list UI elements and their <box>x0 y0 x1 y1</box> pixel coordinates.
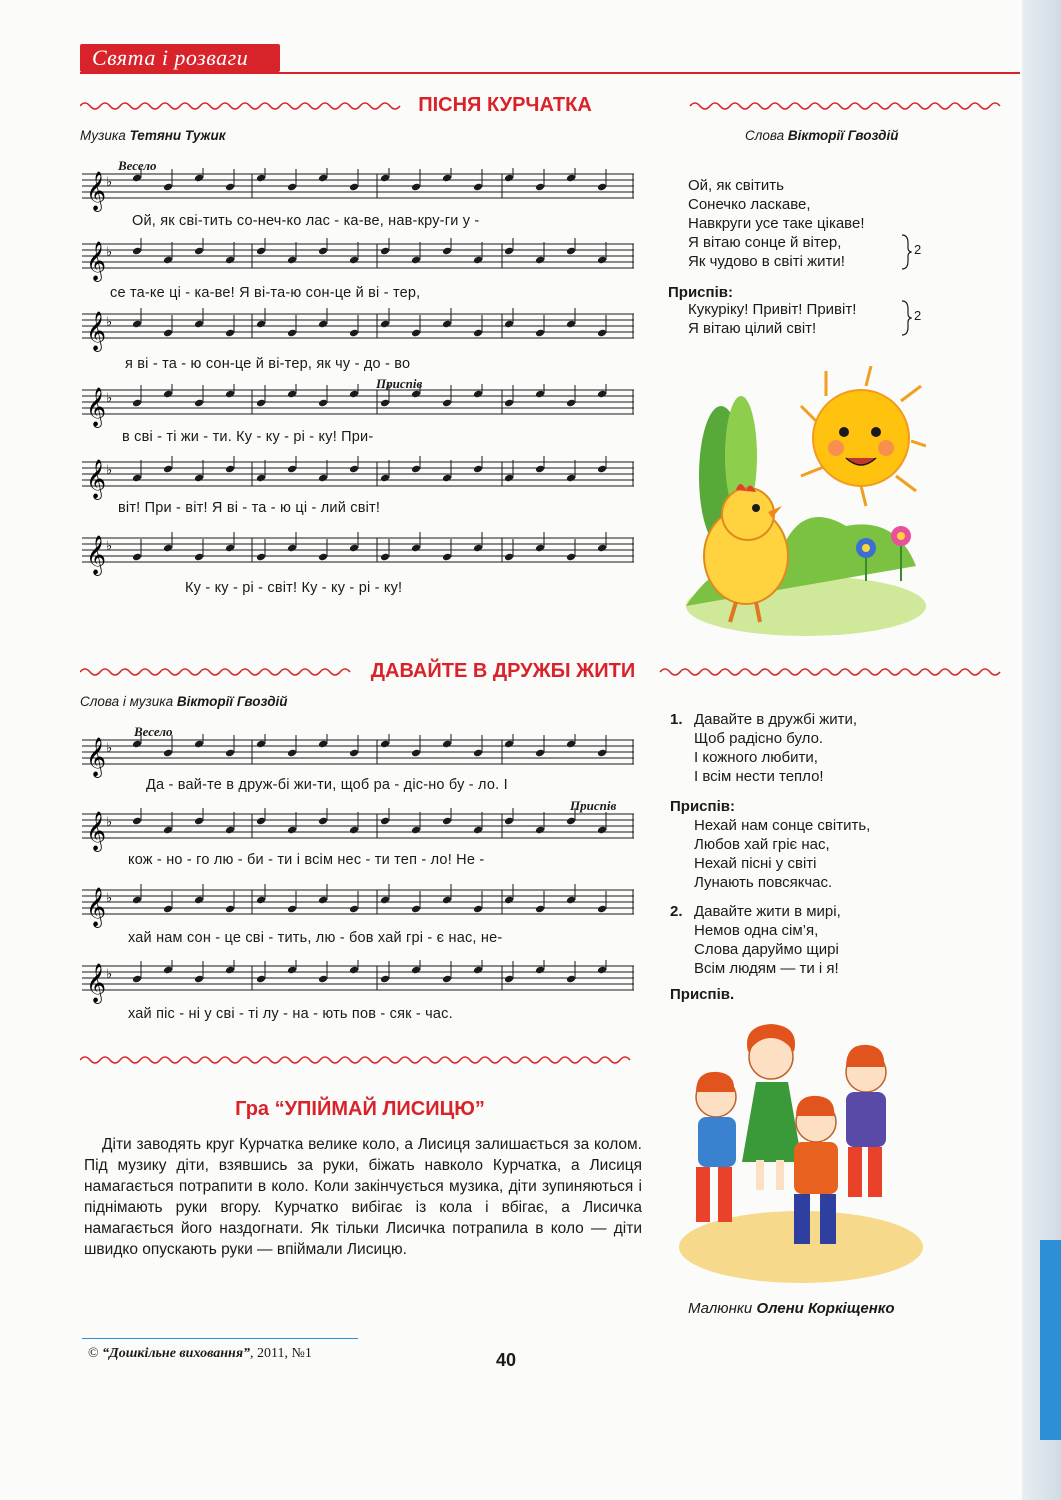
song2-tempo: Весело <box>134 724 173 739</box>
section-divider <box>80 1050 640 1070</box>
music-staff <box>82 884 634 928</box>
flat-sign: ♭ <box>106 966 113 981</box>
flat-sign: ♭ <box>106 814 113 829</box>
flat-sign: ♭ <box>106 538 113 553</box>
song2-refrain-end: Приспів. <box>670 986 735 1003</box>
refrain-line: Лунають повсякчас. <box>694 874 833 891</box>
song1-staff-5 <box>82 456 634 505</box>
credit-prefix: Музика <box>80 128 130 143</box>
treble-clef: 𝄞 <box>86 459 107 499</box>
footer-rule <box>82 1338 358 1339</box>
song1-lyrics-1: Ой, як сві-тить со-неч-ко лас - ка-ве, нав-кру-ги у - <box>132 213 480 229</box>
song2-staff-1 <box>82 734 634 783</box>
refrain-line: Я вітаю цілий світ! <box>688 320 817 337</box>
refrain-line: Любов хай гріє нас, <box>694 836 830 853</box>
game-text: Діти заводять круг Курчатка велике коло, а Лисиця залишається за колом. Під музику діти, взявшись за руки, біжать навколо Курчатка, а Лисиця намагається потрапити в коло. Коли закінчується музика, діти зупиняються і піднімають руки вгору. Курчатко вибігає із кола і вбігає, а Лисичка намагається його наздогнати. Як тільки Лисичка потрапила в коло — діти швидко опускають руки — впіймали Лисицю. <box>84 1136 642 1258</box>
verse-line: Слова даруймо щирі <box>694 941 839 958</box>
song1-lyrics-2: се та-ке ці - ка-ве! Я ві-та-ю сон-це й ві - тер, <box>110 285 421 301</box>
verse-line: І кожного любити, <box>694 749 818 766</box>
credit-author: Олени Коркіщенко <box>756 1300 895 1317</box>
song2-lyrics-4: хай піс - ні у сві - ті лу - на - ють пов - сяк - час. <box>128 1006 453 1022</box>
game-title: Гра “УПІЙМАЙ ЛИСИЦЮ” <box>235 1098 485 1120</box>
boy-left <box>696 1072 736 1222</box>
credit-author: Вікторії Гвоздій <box>176 694 288 709</box>
verse-number: 1. <box>670 711 683 728</box>
flat-sign: ♭ <box>106 390 113 405</box>
children-dancing-illustration <box>676 1012 926 1288</box>
song2-verse-1 <box>694 710 857 786</box>
treble-clef: 𝄞 <box>86 887 107 927</box>
music-staff <box>82 384 634 428</box>
song2-lyrics-1: Да - вай-те в друж-бі жи-ти, щоб ра - діс-но бу - ло. І <box>146 777 508 793</box>
song1-lyrics-6: Ку - ку - рі - світ! Ку - ку - рі - ку! <box>185 580 403 596</box>
credit-prefix: Слова <box>745 128 788 143</box>
song2-staff-4 <box>82 960 634 1009</box>
song1-music-credit <box>80 128 226 143</box>
song2-verse-2 <box>694 902 841 978</box>
verse-line: І всім нести тепло! <box>694 768 824 785</box>
header-rule <box>80 72 1020 74</box>
song1-refrain-label: Приспів: <box>668 284 733 301</box>
refrain-line: Нехай нам сонце світить, <box>694 817 871 834</box>
song1-lyrics-5: віт! При - віт! Я ві - та - ю ці - лий світ! <box>118 500 381 516</box>
treble-clef: 𝄞 <box>86 387 107 427</box>
verse-line: Щоб радісно було. <box>694 730 824 747</box>
boy-right <box>846 1045 886 1197</box>
song1-staff-4 <box>82 384 634 433</box>
verse-line: Немов одна сім’я, <box>694 922 819 939</box>
song1-refrain <box>688 300 856 338</box>
treble-clef: 𝄞 <box>86 963 107 1003</box>
credit-author: Тетяни Тужик <box>129 128 226 143</box>
verse-line: Як чудово в світі жити! <box>688 253 845 270</box>
music-staff <box>82 308 634 352</box>
journal-name: “Дошкільне виховання” <box>102 1346 251 1361</box>
song1-lyrics-4: в сві - ті жи - ти. Ку - ку - рі - ку! При- <box>122 429 374 445</box>
verse-line: Я вітаю сонце й вітер, <box>688 234 842 251</box>
verse-line: Давайте жити в мирі, <box>694 903 841 920</box>
flat-sign: ♭ <box>106 740 113 755</box>
music-staff <box>82 960 634 1004</box>
flat-sign: ♭ <box>106 174 113 189</box>
page-number: 40 <box>496 1350 517 1370</box>
song1-words-credit <box>745 128 899 143</box>
music-staff <box>82 168 634 212</box>
treble-clef: 𝄞 <box>86 535 107 575</box>
wavy-line-right <box>690 103 1000 109</box>
treble-clef: 𝄞 <box>86 811 107 851</box>
verse-number: 2. <box>670 903 683 920</box>
wavy-line-right <box>660 669 1000 675</box>
song2-refrain-label: Приспів: <box>670 798 735 815</box>
song1-verse <box>688 176 865 271</box>
song1-lyrics-3: я ві - та - ю сон-це й ві-тер, як чу - до - во <box>125 356 411 372</box>
song2-lyrics-2: кож - но - го лю - би - ти і всім нес - ти теп - ло! Не - <box>128 852 485 868</box>
song1-staff-6 <box>82 532 634 581</box>
footer-copyright <box>88 1346 312 1362</box>
flat-sign: ♭ <box>106 314 113 329</box>
treble-clef: 𝄞 <box>86 737 107 777</box>
song2-title: ДАВАЙТЕ В ДРУЖБІ ЖИТИ <box>370 660 636 682</box>
repeat-count: 2 <box>914 308 922 323</box>
treble-clef: 𝄞 <box>86 241 107 281</box>
repeat-brace <box>900 234 912 270</box>
treble-clef: 𝄞 <box>86 171 107 211</box>
repeat-brace <box>900 300 912 336</box>
song2-staff-2 <box>82 808 634 857</box>
song2-staff-3 <box>82 884 634 933</box>
flat-sign: ♭ <box>106 890 113 905</box>
credit-prefix: Малюнки <box>688 1300 757 1317</box>
song2-credit <box>80 694 288 709</box>
section-title: Свята і розваги <box>92 45 249 70</box>
song2-refrain-mark: Приспів <box>570 798 617 813</box>
flat-sign: ♭ <box>106 244 113 259</box>
music-staff <box>82 238 634 282</box>
song1-staff-1 <box>82 168 634 217</box>
credit-prefix: Слова і музика <box>80 694 177 709</box>
wavy-line-left <box>80 103 400 109</box>
music-staff <box>82 532 634 576</box>
wavy-line-left <box>80 669 350 675</box>
refrain-line: Нехай пісні у світі <box>694 855 817 872</box>
verse-line: Всім людям — ти і я! <box>694 960 839 977</box>
refrain-line: Кукуріку! Привіт! Привіт! <box>688 301 857 318</box>
verse-line: Навкруги усе таке цікаве! <box>688 215 865 232</box>
treble-clef: 𝄞 <box>86 311 107 351</box>
song1-refrain-mark: Приспів <box>376 376 423 391</box>
song2-lyrics-3: хай нам сон - це сві - тить, лю - бов хай грі - є нас, не- <box>128 930 503 946</box>
verse-line: Ой, як світить <box>688 177 784 194</box>
song2-refrain <box>694 816 870 892</box>
song1-staff-3 <box>82 308 634 357</box>
song1-tempo: Весело <box>118 158 157 173</box>
repeat-count: 2 <box>914 242 922 257</box>
credit-author: Вікторії Гвоздій <box>787 128 899 143</box>
page-edge-tab <box>1040 1240 1061 1440</box>
song1-title: ПІСНЯ КУРЧАТКА <box>418 94 592 116</box>
journal-issue: , 2011, №1 <box>250 1346 312 1361</box>
verse-line: Давайте в дружбі жити, <box>694 711 858 728</box>
chick-sun-illustration <box>676 366 926 638</box>
verse-line: Сонечко ласкаве, <box>688 196 811 213</box>
music-staff <box>82 808 634 852</box>
song1-staff-2 <box>82 238 634 287</box>
music-staff <box>82 456 634 500</box>
illustrations-credit <box>688 1300 895 1317</box>
flat-sign: ♭ <box>106 462 113 477</box>
music-staff <box>82 734 634 778</box>
copyright-symbol: © <box>88 1346 99 1361</box>
girl <box>742 1024 802 1190</box>
